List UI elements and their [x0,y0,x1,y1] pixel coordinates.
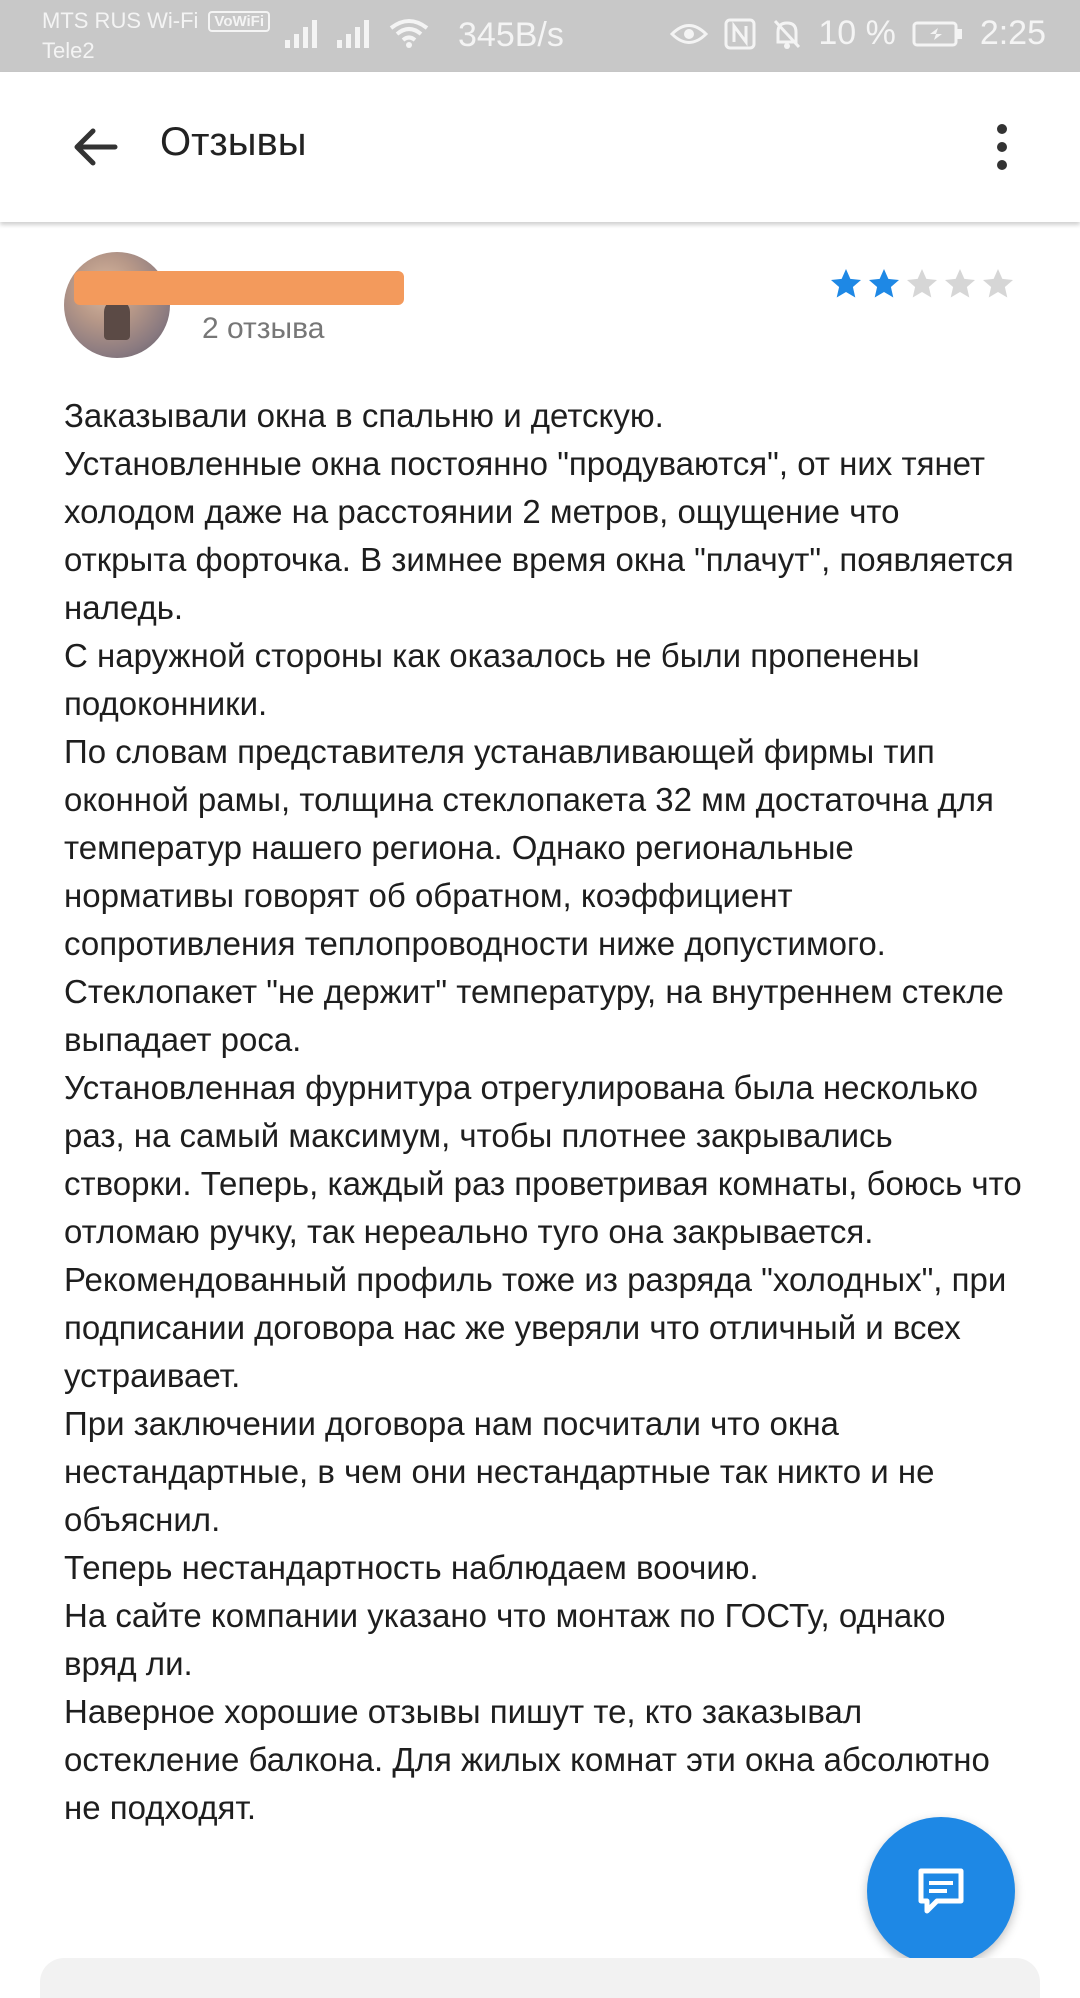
back-button[interactable] [60,112,130,182]
carrier-name-1: MTS RUS Wi-Fi [42,8,199,33]
star-empty-icon [942,266,978,302]
star-empty-icon [980,266,1016,302]
signal-icon [285,18,319,48]
battery-icon [912,20,964,48]
star-filled-icon [866,266,902,302]
rating-stars [828,266,1016,302]
reviewer-name-redacted [74,271,404,305]
more-vert-icon [997,124,1007,134]
reviewer-review-count: 2 отзыва [202,312,325,345]
star-empty-icon [904,266,940,302]
signal-icon [337,18,371,48]
review-text: Заказывали окна в спальню и детскую. Установленные окна постоянно "продуваются", от них тянет холодом даже на расстоянии 2 метров, ощущение что открыта форточка. В зимнее время окна "плачут", появляется наледь. С наружной стороны как оказалось не были пропенены подоконники. По словам представителя устанавливающей фирмы тип оконной рамы, толщина стеклопакета 32 мм достаточна для температур нашего региона. Однако региональные нормативы говорят об обратном, коэффициент сопротивления теплопроводности ниже допустимого. Стеклопакет "не держит" температуру, на внутреннем стекле выпадает роса. Установленная фурнитура отрегулирована была несколько раз, на самый максимум, чтобы плотнее закрывались створки. Теперь, каждый раз проветривая комнаты, боюсь что отломаю ручку, так нереально туго она закрывается. Рекомендованный профиль тоже из разряда "холодных", при подписании договора нас же уверяли что отличный и всех устраивает. При заключении договора нам посчитали что окна нестандартные, в чем они нестандартные так никто и не объяснил. Теперь нестандартность наблюдаем воочию. На сайте компании указано что монтаж по ГОСТу, однако вряд ли. Наверное хорошие отзывы пишут те, кто заказывал остекление балкона. Для жилых комнат эти окна абсолютно не подходят. [64,397,1022,1826]
vowifi-badge: VoWiFi [208,11,270,32]
write-review-fab[interactable] [867,1817,1015,1965]
nfc-icon [724,18,756,50]
carrier-info [42,8,270,64]
arrow-left-icon [71,127,119,167]
network-speed: 345B/s [458,16,564,54]
bell-off-icon [772,18,802,50]
status-bar [0,0,1080,72]
wifi-icon [389,18,429,48]
eye-icon [670,21,708,47]
chat-icon [913,1863,969,1919]
carrier-name-2: Tele2 [42,38,95,63]
next-card-edge [40,1958,1040,1998]
star-filled-icon [828,266,864,302]
battery-percent: 10 % [818,14,896,52]
app-bar [0,72,1080,222]
avatar[interactable] [64,252,170,358]
more-options-button[interactable] [972,112,1032,182]
clock: 2:25 [979,14,1046,52]
page-title: Отзывы [160,120,307,164]
